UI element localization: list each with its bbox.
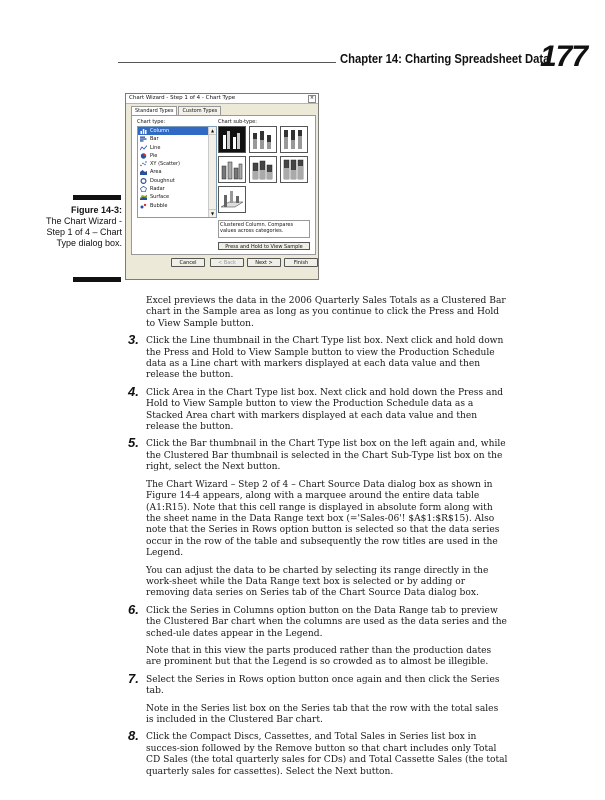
chart-type-item[interactable]: Area <box>138 168 216 176</box>
cancel-button[interactable]: Cancel <box>171 258 205 267</box>
dialog-tabs <box>131 106 222 115</box>
step-number: 8. <box>128 728 139 744</box>
chart-type-item[interactable]: Pie <box>138 152 216 160</box>
stacked-column-icon <box>250 127 276 152</box>
step-number: 6. <box>128 601 139 617</box>
chart-type-item[interactable]: Surface <box>138 193 216 201</box>
dialog-title-bar <box>126 94 318 104</box>
step-text: Click the Compact Discs, Cassettes, and Total Sales in Series list box in succes-sion followed by the Remove button so that chart includes only Total CD Sales (the total quarterly sales for CDs) and Total Cassette Sales (the total quarterly sales for cassettes). Select the Next button. <box>146 732 508 777</box>
percent-stacked-column-icon <box>281 127 307 152</box>
chart-type-item[interactable]: Line <box>138 144 216 152</box>
step-number: 7. <box>128 670 139 686</box>
bubble-chart-icon <box>140 203 147 209</box>
header-rule <box>118 62 336 63</box>
next-button[interactable]: Next > <box>247 258 281 267</box>
page-body <box>118 296 508 784</box>
chart-type-label: Chart type: <box>137 119 166 125</box>
step-text: Select the Series in Rows option button once again and then click the Series tab. <box>146 674 500 697</box>
chart-type-item[interactable]: Radar <box>138 185 216 193</box>
chart-subtype-grid <box>218 126 310 214</box>
finish-button[interactable]: Finish <box>284 258 318 267</box>
tab-standard-types[interactable]: Standard Types <box>131 106 177 115</box>
caption-rule-top <box>73 195 121 200</box>
line-chart-icon <box>140 145 147 151</box>
intro-paragraph: Excel previews the data in the 2006 Quarterly Sales Totals as a Clustered Bar chart in the Sample area as long as you continue to click the Press and Hold to View Sample button. <box>146 296 506 329</box>
scatter-chart-icon <box>140 161 147 167</box>
step-5-note-b: You can adjust the data to be charted by selecting its range directly in the work-sheet while the Data Range text box is selected or by adding or removing data series on Series tab of the Chart Source Data dialog box. <box>146 565 489 599</box>
step-4 <box>118 383 508 434</box>
radar-chart-icon <box>140 186 147 192</box>
tab-panel <box>131 115 316 255</box>
chart-type-item[interactable]: XY (Scatter) <box>138 160 216 168</box>
step-6 <box>118 601 508 640</box>
subtype-3d-clustered-column[interactable] <box>218 156 246 183</box>
subtype-3d-stacked-column[interactable] <box>249 156 277 183</box>
subtype-3d-100-stacked-column[interactable] <box>280 156 308 183</box>
step-number: 4. <box>128 383 139 399</box>
step-6-note: Note that in this view the parts produced rather than the production dates are prominent but that the Legend is so crowded as to almost be illegible. <box>146 645 492 668</box>
scroll-up-icon[interactable]: ▲ <box>210 128 215 133</box>
press-and-hold-button[interactable]: Press and Hold to View Sample <box>218 242 310 250</box>
scroll-down-icon[interactable]: ▼ <box>210 211 215 216</box>
3d-clustered-column-icon <box>219 157 245 182</box>
chapter-title: Chapter 14: Charting Spreadsheet Data <box>340 52 550 66</box>
step-text: Click Area in the Chart Type list box. Next click and hold down the Press and Hold to View Sample button to view the Production Schedule data as a Stacked Area chart with markers displayed at each data value and then release the button. <box>146 387 504 433</box>
step-3 <box>118 332 508 382</box>
dialog-title: Chart Wizard - Step 1 of 4 - Chart Type <box>129 95 236 101</box>
3d-column-icon <box>219 187 245 212</box>
subtype-description: Clustered Column. Compares values across categories. <box>218 220 310 238</box>
step-7 <box>118 670 508 698</box>
step-text: Click the Line thumbnail in the Chart Type list box. Next click and hold down the Press and Hold to View Sample button to view the Production Schedule data as a Line chart with markers displayed at each data value and then release the button. <box>146 336 504 381</box>
close-icon[interactable]: × <box>309 95 315 101</box>
step-7-note: Note in the Series list box on the Series tab that the row with the total sales is included in the Clustered Bar chart. <box>146 703 499 725</box>
pie-chart-icon <box>140 153 147 159</box>
subtype-stacked-column[interactable] <box>249 126 277 153</box>
step-text: Click the Bar thumbnail in the Chart Type list box on the left again and, while the Clustered Bar thumbnail is selected in the Chart Sub-Type list box on the right, select the Next button. <box>146 439 506 473</box>
area-chart-icon <box>140 169 147 175</box>
figure-caption <box>40 205 122 249</box>
surface-chart-icon <box>140 194 147 200</box>
chart-type-item[interactable]: Column <box>138 127 216 135</box>
3d-stacked-column-icon <box>250 157 276 182</box>
figure-label: Figure 14-3: <box>70 205 122 215</box>
step-number: 5. <box>128 435 139 451</box>
clustered-column-icon <box>219 127 245 152</box>
chart-wizard-dialog <box>125 93 319 280</box>
bar-chart-icon <box>140 136 147 142</box>
chart-type-list[interactable] <box>137 126 217 218</box>
subtype-clustered-column[interactable] <box>218 126 246 153</box>
page-number: 177 <box>540 40 588 73</box>
step-5-note-a: The Chart Wizard – Step 2 of 4 – Chart Source Data dialog box as shown in Figure 14-4 appears, along with a marquee around the entire data table (A1:R15). Note that this cell range is displayed in absolute form along with the sheet name in the Data Range text box (='Sales-06'! $A$1:$R$15). Also note that the Series in Rows option button is selected so that the data series occur in the row of the table and subsequently the row titles are used in the Legend. <box>146 479 500 559</box>
doughnut-chart-icon <box>140 178 147 184</box>
step-8 <box>118 728 508 778</box>
chart-type-item[interactable]: Bar <box>138 135 216 143</box>
step-text: Click the Series in Columns option button on the Data Range tab to preview the Clustered Bar chart when the columns are used as the data series and the sched-ule dates appear in the Legend. <box>146 605 507 639</box>
subtype-3d-column[interactable] <box>218 186 246 213</box>
step-number: 3. <box>128 332 139 348</box>
3d-percent-stacked-column-icon <box>281 157 307 182</box>
caption-rule-bottom <box>73 277 121 282</box>
step-5 <box>118 435 508 473</box>
back-button[interactable]: < Back <box>210 258 244 267</box>
column-chart-icon <box>140 128 147 134</box>
chart-type-item[interactable]: Doughnut <box>138 177 216 185</box>
chart-type-item[interactable]: Bubble <box>138 202 216 210</box>
figure-caption-text: The Chart Wizard - Step 1 of 4 – Chart Type dialog box. <box>45 216 122 248</box>
chart-subtype-label: Chart sub-type: <box>218 119 257 125</box>
tab-custom-types[interactable]: Custom Types <box>178 106 221 115</box>
subtype-100-stacked-column[interactable] <box>280 126 308 153</box>
chart-type-scrollbar[interactable] <box>208 127 216 217</box>
